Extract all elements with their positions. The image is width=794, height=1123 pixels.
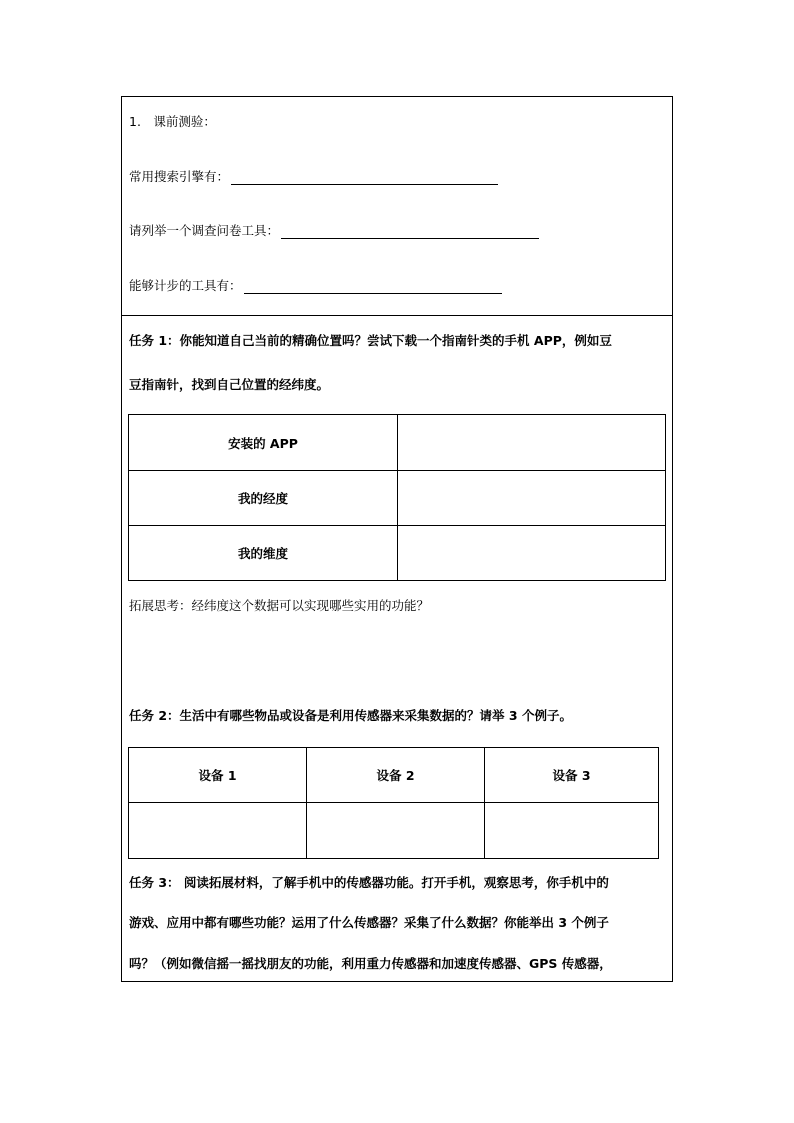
table-row <box>129 415 666 471</box>
task2-table <box>128 747 659 859</box>
row-label: 我的维度 <box>129 526 398 581</box>
answer-cell[interactable] <box>398 415 666 471</box>
answer-cell[interactable] <box>129 803 307 859</box>
task3-text-line3: 吗？（例如微信摇一摇找朋友的功能，利用重力传感器和加速度传感器、GPS 传感器， <box>129 956 612 971</box>
quiz-question-step-counter <box>129 276 502 294</box>
answer-cell[interactable] <box>398 471 666 526</box>
quiz-question-label: 常用搜索引擎有： <box>129 169 230 184</box>
table-header-row <box>129 748 659 803</box>
quiz-question-label: 能够计步的工具有： <box>129 278 242 293</box>
answer-blank[interactable] <box>244 280 502 294</box>
row-label: 安装的 APP <box>129 415 398 471</box>
answer-cell[interactable] <box>398 526 666 581</box>
table-row <box>129 526 666 581</box>
answer-cell[interactable] <box>307 803 485 859</box>
quiz-title: 1. 课前测验： <box>129 114 216 129</box>
answer-cell[interactable] <box>485 803 659 859</box>
quiz-question-survey-tool <box>129 221 539 239</box>
quiz-question-label: 请列举一个调查问卷工具： <box>129 223 280 238</box>
section-divider <box>122 315 672 316</box>
row-label: 我的经度 <box>129 471 398 526</box>
task1-text-line1: 任务 1：你能知道自己当前的精确位置吗？尝试下载一个指南针类的手机 APP，例如豆 <box>129 333 612 348</box>
worksheet-frame <box>121 96 673 982</box>
answer-blank[interactable] <box>281 225 539 239</box>
table-row <box>129 803 659 859</box>
column-header-device-1: 设备 1 <box>129 748 307 803</box>
task2-text: 任务 2：生活中有哪些物品或设备是利用传感器来采集数据的？请举 3 个例子。 <box>129 708 572 723</box>
column-header-device-2: 设备 2 <box>307 748 485 803</box>
answer-blank[interactable] <box>231 171 498 185</box>
table-row <box>129 471 666 526</box>
quiz-question-search-engines <box>129 167 498 185</box>
task1-extension-question: 拓展思考：经纬度这个数据可以实现哪些实用的功能？ <box>129 598 430 613</box>
column-header-device-3: 设备 3 <box>485 748 659 803</box>
task3-text-line1: 任务 3： 阅读拓展材料，了解手机中的传感器功能。打开手机，观察思考，你手机中的 <box>129 875 609 890</box>
task1-text-line2: 豆指南针，找到自己位置的经纬度。 <box>129 377 330 392</box>
task1-table <box>128 414 666 581</box>
task3-text-line2: 游戏、应用中都有哪些功能？运用了什么传感器？采集了什么数据？你能举出 3 个例子 <box>129 915 609 930</box>
